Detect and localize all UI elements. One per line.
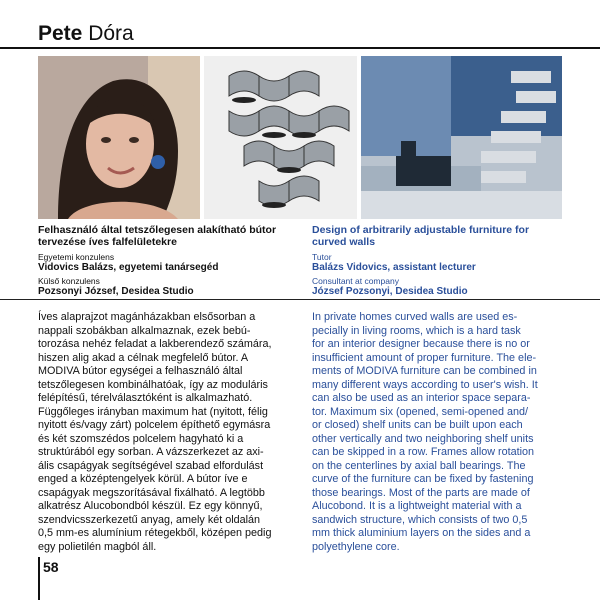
hungarian-credits bbox=[38, 224, 288, 298]
modular-shelf-illustration bbox=[204, 56, 357, 219]
hungarian-consultant-name: Pozsonyi József, Desidea Studio bbox=[38, 286, 194, 297]
author-last-name: Pete bbox=[38, 22, 83, 45]
interior-rendering-photo bbox=[361, 56, 562, 219]
hungarian-tutor-name: Vidovics Balázs, egyetemi tanársegéd bbox=[38, 262, 219, 273]
english-tutor-label: Tutor bbox=[312, 252, 332, 262]
english-title: Design of arbitrarily adjustable furniture for curved walls bbox=[312, 224, 530, 248]
header-rule bbox=[0, 47, 600, 49]
author-first-name: Dóra bbox=[88, 22, 134, 45]
hungarian-title: Felhasználó által tetszőlegesen alakítható bútor tervezése íves falfelületekre bbox=[38, 224, 277, 248]
portrait-illustration bbox=[38, 56, 200, 219]
page-number: 58 bbox=[43, 559, 59, 575]
interior-illustration bbox=[361, 56, 562, 219]
portrait-photo bbox=[38, 56, 200, 219]
furniture-model-photo bbox=[204, 56, 357, 219]
section-rule bbox=[0, 299, 600, 300]
hungarian-body-text: Íves alaprajzot magánházakban elsősorban a nappali szobákban alkalmaznak, ezek bebú- torozása nehéz feladat a lakberendező számára, hiszen alig akad a célnak megfelelő bútor. A MODIVA bútor egységei a felhasználó által tetszőlegesen kombinálhatóak, így az moduláris felépítésű, térelválasztóként is alkalmazható. Függőleges irányban maximum hat (nyitott, félig nyitott és/vagy zárt) polcelem építhető egymásra és két szomszédos polcelem hagyható ki a struktúrából egy sorban. A vázszerkezet az axi- ális csapágyak segítségével szabad elfordulást enged a középtengelyek körül. A bútor íve e csapágyak megszorításával fixálható. A legtöbb alkatrész Alucobondból készül. Ez egy könnyű, szendvicsszerkezetű anyag, amely két oldalán 0,5 mm-es alumínium rétegekből, középen pedig egy polietilén magból áll. bbox=[38, 311, 272, 553]
page-number-bar bbox=[38, 557, 40, 600]
english-body-text: In private homes curved walls are used es- pecially in living rooms, which is a hard task for an interior designer because there is no or insufficient amount of proper furniture. The ele- ments of MODIVA furniture can be combined in many different ways according to user's wish. It can also be used as an interior space separa- tor. Maximum six (opened, semi-opened and/ or closed) shelf units can be built upon each other vertically and two neighboring shelf units can be skipped in a row. Frames allow rotation on the centerlines by axial ball bearings. The curve of the furniture can be fixed by fastening those bearings. Most of the parts are made of Alucobond. It is a lightweight material with a sandwich structure, which consists of two 0,5 mm thick aluminium layers on the sides and a polyethylene core. bbox=[312, 311, 538, 553]
hungarian-tutor-label: Egyetemi konzulens bbox=[38, 252, 115, 262]
english-tutor-name: Balázs Vidovics, assistant lecturer bbox=[312, 262, 476, 273]
english-consultant-name: József Pozsonyi, Desidea Studio bbox=[312, 286, 468, 297]
english-consultant-label: Consultant at company bbox=[312, 276, 399, 286]
page-header bbox=[38, 22, 134, 46]
english-credits bbox=[312, 224, 562, 298]
hungarian-consultant-label: Külső konzulens bbox=[38, 276, 100, 286]
